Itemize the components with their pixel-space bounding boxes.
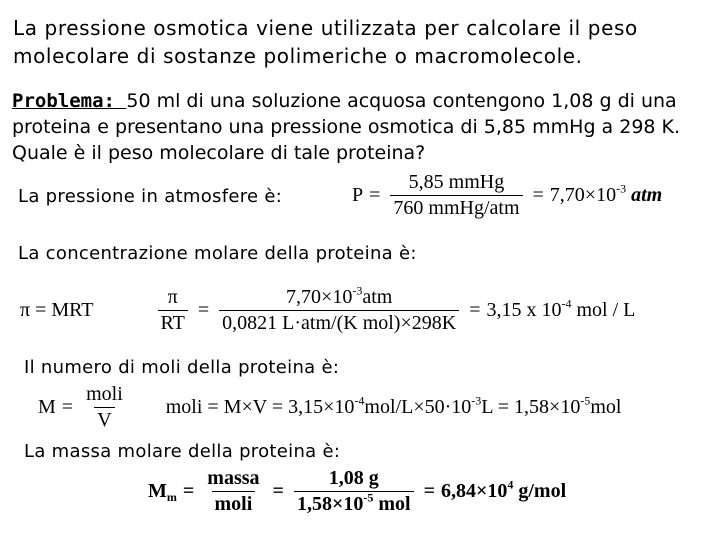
eq4-fraction-1: $\frac{\text{massa}}{\text{moli}}$ (207, 467, 260, 515)
eq1-lhs: P (352, 184, 364, 206)
eq3-fraction: $\frac{\text{moli}}{V}$ (86, 383, 123, 431)
eq4-denominator: $1,58\times 10^{-5}$ mol (294, 491, 414, 516)
eq4-lhs: $M_m$ (148, 480, 177, 505)
eq2-fraction-1: $\frac{\pi}{RT}$ (158, 286, 188, 335)
eq2-fraction-2 (219, 283, 459, 335)
eq2-result: 3,15 x $10^{-4}$ mol / L (486, 296, 636, 321)
eq4-result: $6,84\times 10^4$ g/mol (440, 477, 567, 502)
intro-text (13, 14, 638, 70)
step-moles-label: Il numero di moli della proteina è: (24, 357, 340, 378)
problem-line-2: proteina e presentano una pressione osmotica di 5,85 mmHg a 298 K. (12, 116, 681, 138)
problem-line-3: Quale è il peso molecolare di tale proteina? (12, 142, 426, 164)
moles-equation: M = $\frac{\text{moli}}{V}$ moli = $M\times V = 3,15\times 10^{-4}mol/L\times 50\cdot 10^{-3}L = 1,58\times 10^{-5}mol$ (38, 383, 622, 431)
problem-line-1 (12, 88, 680, 114)
eq2-denominator: 0,0821 L·atm/(K mol)×298K (219, 310, 459, 335)
eq1-numerator: 5,85 mmHg (408, 171, 505, 193)
intro-line-1: La pressione osmotica viene utilizzata per calcolare il peso (13, 16, 638, 40)
step-pressure-label: La pressione in atmosfere è: (18, 186, 283, 207)
problem-label: Problema: (12, 90, 127, 112)
eq3-expression: moli = $M\times V = 3,15\times 10^{-4}mol/L\times 50\cdot 10^{-3}L = 1,58\times 10^{-5}mol$ (165, 393, 622, 418)
pressure-equation: P = $\frac{\text{5,85 mmHg}}{\text{760 mmHg/atm}}$ = $7,70\times 10^{-3}$ atm (352, 171, 663, 219)
eq4-fraction-2: $\frac{1,08 g}{1,58\times 10^{-5} mol}$ (294, 467, 414, 516)
intro-line-2: molecolare di sostanze polimeriche o macromolecole. (13, 44, 583, 68)
molar-mass-equation: $M_m$ = $\frac{\text{massa}}{\text{moli}}$ = $\frac{1,08 g}{1,58\times 10^{-5} mol}$ = $6,84\times 10^4$ g/mol (148, 467, 567, 515)
eq3-lhs: M (38, 396, 56, 418)
eq1-result: $7,70\times 10^{-3}$ atm (549, 181, 663, 206)
eq1-denominator: 760 mmHg/atm (390, 195, 522, 220)
problem-statement (12, 88, 680, 166)
step-concentration-label: La concentrazione molare della proteina è: (18, 243, 417, 264)
step-mass-label: La massa molare della proteina è: (24, 441, 341, 462)
eq1-fraction (390, 171, 522, 220)
eq2-law: π = MRT (20, 299, 94, 321)
concentration-equation: π = MRT $\frac{\pi}{RT}$ = $\frac{7,70\times 10^{-3}atm}{\text{0,0821 L·atm/(K mol)×298K}}$ = 3,15 x $10^{-4}$ mol / L (20, 283, 636, 334)
eq2-numerator: $7,70\times 10^{-3}atm$ (286, 283, 393, 308)
problem-line-1-text: 50 ml di una soluzione acquosa contengono 1,08 g di una (126, 90, 677, 112)
